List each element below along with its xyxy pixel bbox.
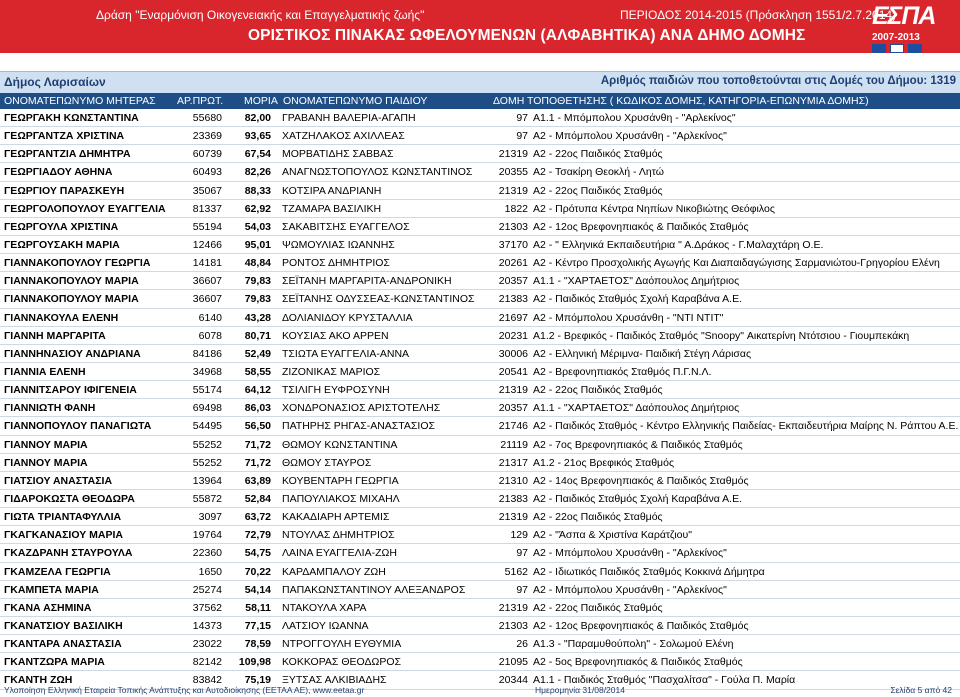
table-row <box>0 218 960 236</box>
score: 58,55 <box>244 365 271 378</box>
structure-code: 129 <box>510 529 528 542</box>
protocol-number: 1650 <box>198 565 222 578</box>
child-name: ΘΩΜΟΥ ΣΤΑΥΡΟΣ <box>282 456 372 469</box>
mother-name: ΓΚΑΓΚΑΝΑΣΙΟΥ ΜΑΡΙΑ <box>4 529 123 542</box>
table-row <box>0 363 960 381</box>
protocol-number: 55194 <box>192 220 222 233</box>
structure-name: Α2 - Ελληνική Μέριμνα- Παιδική Στέγη Λάρισας <box>533 347 752 360</box>
flags-icon <box>872 44 952 53</box>
mother-name: ΓΙΑΝΝΙΩΤΗ ΦΑΝΗ <box>4 402 96 415</box>
table-row <box>0 436 960 454</box>
protocol-number: 23022 <box>192 638 222 651</box>
child-name: ΑΝΑΓΝΩΣΤΟΠΟΥΛΟΣ ΚΩΝΣΤΑΝΤΙΝΟΣ <box>282 166 473 179</box>
child-name: ΖΙΖΟΝΙΚΑΣ ΜΑΡΙΟΣ <box>282 365 381 378</box>
mother-name: ΓΙΔΑΡΟΚΩΣΤΑ ΘΕΟΔΩΡΑ <box>4 492 135 505</box>
score: 52,49 <box>244 347 271 360</box>
protocol-number: 55174 <box>192 384 222 397</box>
col-score: ΜΟΡΙΑ <box>244 95 278 107</box>
structure-code: 21319 <box>498 384 528 397</box>
structure-code: 21095 <box>498 656 528 669</box>
protocol-number: 81337 <box>192 202 222 215</box>
structure-name: Α2 - 7ος Βρεφονηπιακός & Παιδικός Σταθμός <box>533 438 743 451</box>
footer-credit: Υλοποίηση Ελληνική Εταιρεία Τοπικής Ανάπτυξης και Αυτοδιοίκησης (ΕΕΤΑΑ ΑΕ), www.eetaa.gr <box>4 685 365 695</box>
structure-name: Α2 - Μπόμπολου Χρυσάνθη - "Αρλεκίνος" <box>533 583 727 596</box>
child-name: ΠΑΠΟΥΛΙΑΚΟΣ ΜΙΧΑΗΛ <box>282 492 400 505</box>
structure-code: 20261 <box>498 257 528 270</box>
protocol-number: 37562 <box>192 601 222 614</box>
table-row <box>0 635 960 653</box>
mother-name: ΓΙΑΝΝΙΤΣΑΡΟΥ ΙΦΙΓΕΝΕΙΑ <box>4 384 137 397</box>
mother-name: ΓΚΑΝΑΤΣΙΟΥ ΒΑΣΙΛΙΚΗ <box>4 619 123 632</box>
score: 64,12 <box>244 384 271 397</box>
child-name: ΚΟΤΣΙΡΑ ΑΝΔΡΙΑΝΗ <box>282 184 382 197</box>
mother-name: ΓΕΩΡΓΑΚΗ ΚΩΝΣΤΑΝΤΙΝΑ <box>4 112 139 124</box>
table-row <box>0 653 960 671</box>
child-name: ΧΟΝΔΡΟΝΑΣΙΟΣ ΑΡΙΣΤΟΤΕΛΗΣ <box>282 402 441 415</box>
protocol-number: 36607 <box>192 293 222 306</box>
structure-code: 20231 <box>498 329 528 342</box>
table-row <box>0 327 960 345</box>
table-row <box>0 309 960 327</box>
structure-code: 21303 <box>498 619 528 632</box>
structure-code: 30006 <box>498 347 528 360</box>
table-row <box>0 109 960 127</box>
structure-name: Α2 - 5ος Βρεφονηπιακός & Παιδικός Σταθμός <box>533 656 743 669</box>
child-name: ΣΕΪΤΑΝΗ ΜΑΡΓΑΡΙΤΑ-ΑΝΔΡΟΝΙΚΗ <box>282 275 452 288</box>
child-name: ΤΣΙΩΤΑ ΕΥΑΓΓΕΛΙΑ-ΑΝΝΑ <box>282 347 410 360</box>
table-header <box>0 93 960 109</box>
mother-name: ΓΚΑΝΤΖΩΡΑ ΜΑΡΙΑ <box>4 656 105 669</box>
score: 67,54 <box>244 148 271 161</box>
structure-code: 21310 <box>498 474 528 487</box>
mother-name: ΓΙΑΝΝΟΥ ΜΑΡΙΑ <box>4 438 88 451</box>
score: 43,28 <box>244 311 271 324</box>
espa-logo: ΕΣΠΑ 2007-2013 <box>866 2 958 54</box>
mother-name: ΓΕΩΡΓΑΝΤΖΑ ΧΡΙΣΤΙΝΑ <box>4 130 125 143</box>
score: 109,98 <box>238 656 271 669</box>
structure-name: Α2 - Ιδιωτικός Παιδικός Σταθμός Κοκκινά Δήμητρα <box>533 565 765 578</box>
table-row <box>0 200 960 218</box>
structure-name: Α2 - Παιδικός Σταθμός Σχολή Καραβάνα Α.Ε. <box>533 293 743 306</box>
protocol-number: 55252 <box>192 456 222 469</box>
score: 95,01 <box>244 238 271 251</box>
municipality-name: Δήμος Λαρισαίων <box>4 75 106 89</box>
page-footer <box>0 684 960 697</box>
structure-name: Α2 - Παιδικός Σταθμός Σχολή Καραβάνα Α.Ε. <box>533 492 743 505</box>
table-row <box>0 544 960 562</box>
header-banner <box>0 0 960 53</box>
child-name: ΠΑΤΗΡΗΣ ΡΗΓΑΣ-ΑΝΑΣΤΑΣΙΟΣ <box>282 420 435 433</box>
score: 79,83 <box>244 293 271 306</box>
structure-code: 97 <box>516 112 528 124</box>
structure-code: 21319 <box>498 184 528 197</box>
score: 80,71 <box>244 329 271 342</box>
child-name: ΚΑΡΔΑΜΠΑΛΟΥ ΖΩΗ <box>282 565 386 578</box>
child-name: ΣΕΪΤΑΝΗΣ ΟΔΥΣΣΕΑΣ-ΚΩΝΣΤΑΝΤΙΝΟΣ <box>282 293 475 306</box>
structure-name: Α2 - Παιδικός Σταθμός - Κέντρο Ελληνικής Παιδείας- Εκπαιδευτήρια Μαίρης Ν. Ράπτου Α.Ε. <box>533 420 959 433</box>
table-row <box>0 490 960 508</box>
child-name: ΣΑΚΑΒΙΤΣΗΣ ΕΥΑΓΓΕΛΟΣ <box>282 220 410 233</box>
protocol-number: 84186 <box>192 347 222 360</box>
structure-name: Α1.3 - "Παραμυθούπολη" - Σολωμού Ελένη <box>533 638 734 651</box>
structure-name: Α2 - 22ος Παιδικός Σταθμός <box>533 511 663 524</box>
table-row <box>0 454 960 472</box>
structure-name: Α2 - 14ος Βρεφονηπιακός & Παιδικός Σταθμός <box>533 474 749 487</box>
col-child: ΟΝΟΜΑΤΕΠΩΝΥΜΟ ΠΑΙΔΙΟΥ <box>283 95 428 107</box>
footer-page: Σελίδα 5 από 42 <box>890 685 952 695</box>
structure-name: Α2 - Μπόμπολου Χρυσάνθη - "Αρλεκίνος" <box>533 547 727 560</box>
structure-code: 1822 <box>504 202 528 215</box>
structure-name: Α2 - Βρεφονηπιακός Σταθμός Π.Γ.Ν.Λ. <box>533 365 712 378</box>
score: 77,15 <box>244 619 271 632</box>
score: 52,84 <box>244 492 271 505</box>
table-row <box>0 254 960 272</box>
mother-name: ΓΙΑΝΝΑΚΟΠΟΥΛΟΥ ΜΑΡΙΑ <box>4 293 139 306</box>
child-name: ΧΑΤΖΗΛΑΚΟΣ ΑΧΙΛΛΕΑΣ <box>282 130 405 143</box>
score: 88,33 <box>244 184 271 197</box>
child-name: ΝΤΡΟΓΓΟΥΛΗ ΕΥΘΥΜΙΑ <box>282 638 402 651</box>
mother-name: ΓΙΑΝΝΙΑ ΕΛΕΝΗ <box>4 365 86 378</box>
structure-code: 21319 <box>498 601 528 614</box>
structure-name: Α1.1 - "ΧΑΡΤΑΕΤΟΣ" Δαόπουλος Δημήτριος <box>533 275 740 288</box>
table-row <box>0 163 960 181</box>
table-row <box>0 417 960 435</box>
mother-name: ΓΙΑΝΝΑΚΟΠΟΥΛΟΥ ΓΕΩΡΓΙΑ <box>4 257 151 270</box>
structure-name: Α2 - 22ος Παιδικός Σταθμός <box>533 601 663 614</box>
protocol-number: 69498 <box>192 402 222 415</box>
mother-name: ΓΙΑΝΝΑΚΟΥΛΑ ΕΛΕΝΗ <box>4 311 119 324</box>
structure-name: Α2 - 12ος Βρεφονηπιακός & Παιδικός Σταθμός <box>533 220 749 233</box>
structure-code: 21746 <box>498 420 528 433</box>
col-mother: ΟΝΟΜΑΤΕΠΩΝΥΜΟ ΜΗΤΕΡΑΣ <box>4 95 156 107</box>
child-name: ΞΥΤΣΑΣ ΑΛΚΙΒΙΑΔΗΣ <box>282 674 387 687</box>
structure-code: 20355 <box>498 166 528 179</box>
structure-name: Α2 - "Άσπα & Χριστίνα Καράτζιου" <box>533 529 692 542</box>
mother-name: ΓΕΩΡΓΑΝΤΖΙΑ ΔΗΜΗΤΡΑ <box>4 148 131 161</box>
score: 54,03 <box>244 220 271 233</box>
table-row <box>0 145 960 163</box>
structure-code: 21319 <box>498 148 528 161</box>
structure-code: 21383 <box>498 492 528 505</box>
structure-name: Α1.1 - Μπόμπολου Χρυσάνθη - "Αρλεκίνος" <box>533 112 736 124</box>
protocol-number: 6140 <box>198 311 222 324</box>
score: 78,59 <box>244 638 271 651</box>
child-name: ΜΟΡΒΑΤΙΔΗΣ ΣΑΒΒΑΣ <box>282 148 394 161</box>
structure-name: Α2 - 22ος Παιδικός Σταθμός <box>533 184 663 197</box>
score: 82,00 <box>244 112 271 124</box>
structure-code: 20344 <box>498 674 528 687</box>
structure-code: 20357 <box>498 275 528 288</box>
structure-code: 97 <box>516 547 528 560</box>
child-name: ΠΑΠΑΚΩΝΣΤΑΝΤΙΝΟΥ ΑΛΕΞΑΝΔΡΟΣ <box>282 583 466 596</box>
score: 63,72 <box>244 511 271 524</box>
protocol-number: 12466 <box>192 238 222 251</box>
score: 62,92 <box>244 202 271 215</box>
mother-name: ΓΕΩΡΓΙΑΔΟΥ ΑΘΗΝΑ <box>4 166 113 179</box>
table-row <box>0 472 960 490</box>
structure-code: 20357 <box>498 402 528 415</box>
structure-code: 21317 <box>498 456 528 469</box>
score: 72,79 <box>244 529 271 542</box>
structure-code: 21383 <box>498 293 528 306</box>
child-name: ΚΑΚΑΔΙΑΡΗ ΑΡΤΕΜΙΣ <box>282 511 390 524</box>
mother-name: ΓΙΑΝΝΑΚΟΠΟΥΛΟΥ ΜΑΡΙΑ <box>4 275 139 288</box>
score: 56,50 <box>244 420 271 433</box>
child-name: ΛΑΤΣΙΟΥ ΙΩΑΝΝΑ <box>282 619 369 632</box>
protocol-number: 13964 <box>192 474 222 487</box>
structure-code: 21119 <box>500 438 528 451</box>
mother-name: ΓΕΩΡΓΟΥΣΑΚΗ ΜΑΡΙΑ <box>4 238 120 251</box>
protocol-number: 25274 <box>192 583 222 596</box>
protocol-number: 34968 <box>192 365 222 378</box>
structure-name: Α2 - " Ελληνικά Εκπαιδευτήρια " Α.Δράκος - Γ.Μαλαχτάρη Ο.Ε. <box>533 238 824 251</box>
period-title: ΠΕΡΙΟΔΟΣ 2014-2015 (Πρόσκληση 1551/2.7.2014) <box>620 8 897 22</box>
structure-code: 26 <box>516 638 528 651</box>
score: 86,03 <box>244 402 271 415</box>
mother-name: ΓΙΑΝΝΗΝΑΣΙΟΥ ΑΝΔΡΙΑΝΑ <box>4 347 141 360</box>
child-name: ΤΣΙΛΙΓΗ ΕΥΦΡΟΣΥΝΗ <box>282 384 390 397</box>
structure-name: Α2 - Πρότυπα Κέντρα Νηπίων Νικοβιώτης Θεόφιλος <box>533 202 775 215</box>
structure-name: Α2 - Τσακίρη Θεοκλή - Λητώ <box>533 166 664 179</box>
children-count: Αριθμός παιδιών που τοποθετούνται στις Δομές του Δήμου: 1319 <box>600 75 956 87</box>
protocol-number: 60493 <box>192 166 222 179</box>
protocol-number: 83842 <box>192 674 222 687</box>
protocol-number: 14373 <box>192 619 222 632</box>
protocol-number: 6078 <box>198 329 222 342</box>
score: 93,65 <box>244 130 271 143</box>
child-name: ΚΟΥΒΕΝΤΑΡΗ ΓΕΩΡΓΙΑ <box>282 474 399 487</box>
mother-name: ΓΚΑΜΖΕΛΑ ΓΕΩΡΓΙΑ <box>4 565 111 578</box>
protocol-number: 55872 <box>192 492 222 505</box>
table-row <box>0 127 960 145</box>
structure-name: Α2 - 22ος Παιδικός Σταθμός <box>533 148 663 161</box>
child-name: ΓΡΑΒΑΝΗ ΒΑΛΕΡΙΑ-ΑΓΑΠΗ <box>282 112 416 124</box>
structure-name: Α2 - Μπόμπολου Χρυσάνθη - "ΝΤΙ ΝΤΙΤ" <box>533 311 724 324</box>
child-name: ΘΩΜΟΥ ΚΩΝΣΤΑΝΤΙΝΑ <box>282 438 398 451</box>
mother-name: ΓΙΩΤΑ ΤΡΙΑΝΤΑΦΥΛΛΙΑ <box>4 511 122 524</box>
mother-name: ΓΚΑΝΤΑΡΑ ΑΝΑΣΤΑΣΙΑ <box>4 638 122 651</box>
col-protocol: ΑΡ.ΠΡΩΤ. <box>177 95 224 107</box>
structure-name: Α1.2 - Βρεφικός - Παιδικός Σταθμός "Snoopy" Αικατερίνη Ντότσιου - Γιουμπεκάκη <box>533 329 910 342</box>
structure-name: Α2 - 22ος Παιδικός Σταθμός <box>533 384 663 397</box>
table-row <box>0 381 960 399</box>
action-title: Δράση "Εναρμόνιση Οικογενειακής και Επαγγελματικής ζωής" <box>96 8 425 22</box>
score: 54,14 <box>244 583 271 596</box>
mother-name: ΓΕΩΡΓΟΥΛΑ ΧΡΙΣΤΙΝΑ <box>4 220 119 233</box>
child-name: ΝΤΑΚΟΥΛΑ ΧΑΡΑ <box>282 601 367 614</box>
child-name: ΛΑΙΝΑ ΕΥΑΓΓΕΛΙΑ-ΖΩΗ <box>282 547 397 560</box>
score: 71,72 <box>244 456 271 469</box>
beneficiaries-table <box>0 109 960 690</box>
page-title: ΟΡΙΣΤΙΚΟΣ ΠΙΝΑΚΑΣ ΩΦΕΛΟΥΜΕΝΩΝ (ΑΛΦΑΒΗΤΙΚΑ) ΑΝΑ ΔΗΜΟ ΔΟΜΗΣ <box>248 27 806 44</box>
table-row <box>0 290 960 308</box>
table-row <box>0 526 960 544</box>
table-row <box>0 236 960 254</box>
child-name: ΤΖΑΜΑΡΑ ΒΑΣΙΛΙΚΗ <box>282 202 382 215</box>
child-name: ΡΟΝΤΟΣ ΔΗΜΗΤΡΙΟΣ <box>282 257 390 270</box>
protocol-number: 23369 <box>192 130 222 143</box>
score: 79,83 <box>244 275 271 288</box>
child-name: ΝΤΟΥΛΑΣ ΔΗΜΗΤΡΙΟΣ <box>282 529 395 542</box>
protocol-number: 36607 <box>192 275 222 288</box>
structure-name: Α1.2 - 21ος Βρεφικός Σταθμός <box>533 456 675 469</box>
structure-code: 21319 <box>498 511 528 524</box>
structure-code: 20541 <box>498 365 528 378</box>
protocol-number: 3097 <box>198 511 222 524</box>
mother-name: ΓΚΑΝΑ ΑΣΗΜΙΝΑ <box>4 601 92 614</box>
table-row <box>0 399 960 417</box>
protocol-number: 82142 <box>192 656 222 669</box>
protocol-number: 55680 <box>192 112 222 124</box>
protocol-number: 22360 <box>192 547 222 560</box>
table-row <box>0 563 960 581</box>
table-row <box>0 508 960 526</box>
score: 70,22 <box>244 565 271 578</box>
child-name: ΚΟΥΣΙΑΣ ΑΚΟ ΑΡΡΕΝ <box>282 329 389 342</box>
structure-code: 21697 <box>498 311 528 324</box>
table-row <box>0 272 960 290</box>
mother-name: ΓΙΑΝΝΟΥ ΜΑΡΙΑ <box>4 456 88 469</box>
col-structure: ΔΟΜΗ ΤΟΠΟΘΕΤΗΣΗΣ ( ΚΩΔΙΚΟΣ ΔΟΜΗΣ, ΚΑΤΗΓΟΡΙΑ-ΕΠΩΝΥΜΙΑ ΔΟΜΗΣ) <box>493 95 869 107</box>
protocol-number: 54495 <box>192 420 222 433</box>
table-row <box>0 599 960 617</box>
protocol-number: 60739 <box>192 148 222 161</box>
mother-name: ΓΕΩΡΓΟΛΟΠΟΥΛΟΥ ΕΥΑΓΓΕΛΙΑ <box>4 202 166 215</box>
mother-name: ΓΕΩΡΓΙΟΥ ΠΑΡΑΣΚΕΥΗ <box>4 184 125 197</box>
table-row <box>0 182 960 200</box>
mother-name: ΓΚΑΝΤΗ ΖΩΗ <box>4 674 73 687</box>
municipality-bar <box>0 71 960 93</box>
structure-name: Α2 - 12ος Βρεφονηπιακός & Παιδικός Σταθμός <box>533 619 749 632</box>
table-row <box>0 581 960 599</box>
child-name: ΚΟΚΚΟΡΑΣ ΘΕΟΔΩΡΟΣ <box>282 656 401 669</box>
structure-code: 21303 <box>498 220 528 233</box>
structure-code: 5162 <box>504 565 528 578</box>
mother-name: ΓΙΑΝΝΗ ΜΑΡΓΑΡΙΤΑ <box>4 329 106 342</box>
structure-name: Α1.1 - "ΧΑΡΤΑΕΤΟΣ" Δαόπουλος Δημήτριος <box>533 402 740 415</box>
score: 58,11 <box>245 601 271 614</box>
mother-name: ΓΚΑΜΠΕΤΑ ΜΑΡΙΑ <box>4 583 99 596</box>
table-row <box>0 345 960 363</box>
score: 54,75 <box>244 547 271 560</box>
score: 82,26 <box>244 166 271 179</box>
structure-code: 37170 <box>498 238 528 251</box>
protocol-number: 14181 <box>192 257 222 270</box>
table-row <box>0 617 960 635</box>
structure-name: Α1.1 - Παιδικός Σταθμός "Πασχαλίτσα" - Γούλα Π. Μαρία <box>533 674 796 687</box>
mother-name: ΓΙΑΝΝΟΠΟΥΛΟΥ ΠΑΝΑΓΙΩΤΑ <box>4 420 152 433</box>
structure-code: 97 <box>516 583 528 596</box>
score: 71,72 <box>244 438 271 451</box>
child-name: ΨΩΜΟΥΛΙΑΣ ΙΩΑΝΝΗΣ <box>282 238 395 251</box>
structure-name: Α2 - Μπόμπολου Χρυσάνθη - "Αρλεκίνος" <box>533 130 727 143</box>
structure-code: 97 <box>516 130 528 143</box>
score: 75,19 <box>244 674 271 687</box>
child-name: ΔΟΛΙΑΝΙΔΟΥ ΚΡΥΣΤΑΛΛΙΑ <box>282 311 413 324</box>
protocol-number: 55252 <box>192 438 222 451</box>
footer-date: Ημερομηνία 31/08/2014 <box>535 685 625 695</box>
mother-name: ΓΚΑΖΔΡΑΝΗ ΣΤΑΥΡΟΥΛΑ <box>4 547 133 560</box>
score: 48,84 <box>244 257 271 270</box>
protocol-number: 35067 <box>192 184 222 197</box>
protocol-number: 19764 <box>192 529 222 542</box>
mother-name: ΓΙΑΤΣΙΟΥ ΑΝΑΣΤΑΣΙΑ <box>4 474 113 487</box>
structure-name: Α2 - Κέντρο Προσχολικής Αγωγής Και Διαπαιδαγώγισης Σαρμανιώτου-Γρηγορίου Ελένη <box>533 257 940 270</box>
score: 63,89 <box>244 474 271 487</box>
